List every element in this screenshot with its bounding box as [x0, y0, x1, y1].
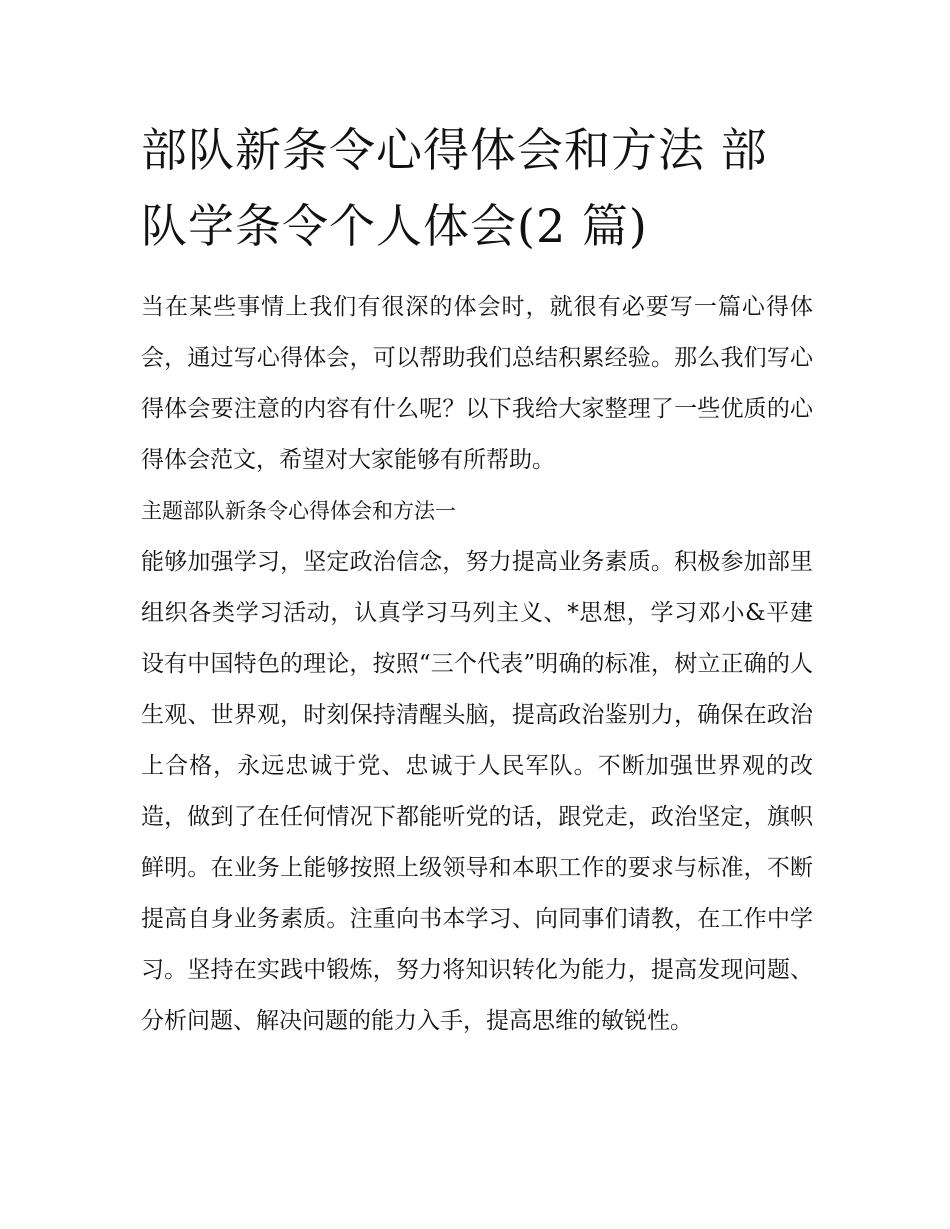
document-page: [141, 112, 813, 1047]
document-title: 部队新条令心得体会和方法 部队学条令个人体会(2 篇): [141, 123, 768, 253]
intro-paragraph: 当在某些事情上我们有很深的体会时，就很有必要写一篇心得体会，通过写心得体会，可以帮助我们总结积累经验。那么我们写心得体会要注意的内容有什么呢？以下我给大家整理了一些优质的心得体会范文，希望对大家能够有所帮助。: [141, 294, 813, 473]
section-heading: 主题部队新条令心得体会和方法一: [141, 499, 456, 523]
body-paragraph: 能够加强学习，坚定政治信念，努力提高业务素质。积极参加部里组织各类学习活动，认真学习马列主义、*思想，学习邓小&平建设有中国特色的理论，按照“三个代表”明确的标准，树立正确的人生观、世界观，时刻保持清醒头脑，提高政治鉴别力，确保在政治上合格，永远忠诚于党、忠诚于人民军队。不断加强世界观的改造，做到了在任何情况下都能听党的话，跟党走，政治坚定，旗帜鲜明。在业务上能够按照上级领导和本职工作的要求与标准，不断提高自身业务素质。注重向书本学习、向同事们请教，在工作中学习。坚持在实践中锻炼，努力将知识转化为能力，提高发现问题、分析问题、解决问题的能力入手，提高思维的敏锐性。: [141, 549, 813, 1034]
